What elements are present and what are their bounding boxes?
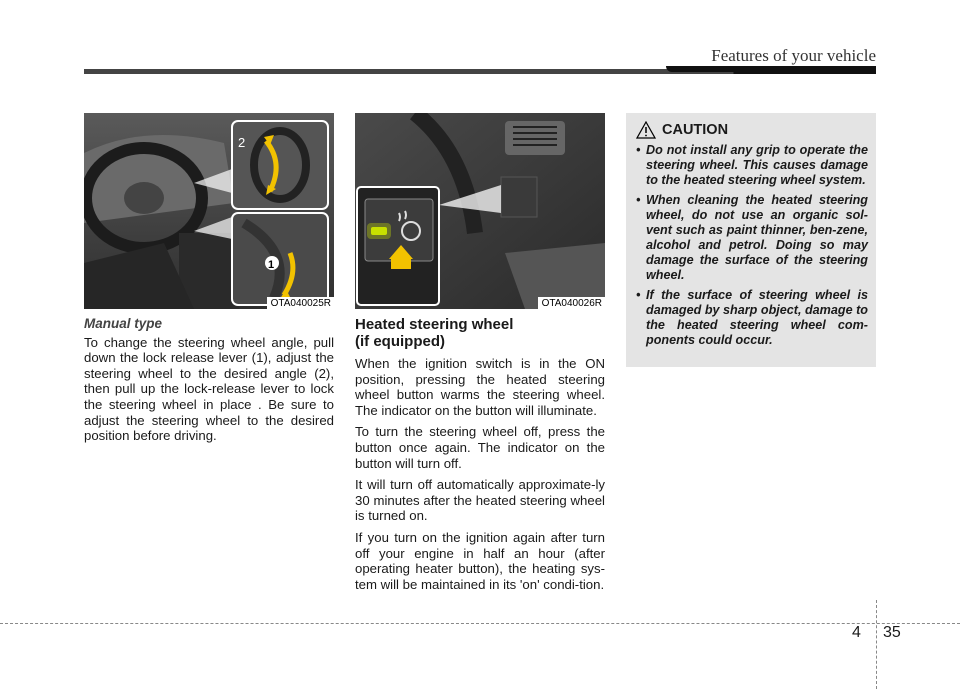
footer-rule (0, 623, 960, 624)
callout-1: 1 (268, 259, 275, 271)
heated-paragraph-1: When the ignition switch is in the ON position, pressing the heated steering wheel button warms the steering wheel. The indicator on the button will illuminate. (355, 356, 605, 418)
caution-title: CAUTION (662, 122, 729, 138)
caution-item: • Do not install any grip to operate the steering wheel. This causes damage to the heated steering wheel system. (636, 143, 868, 187)
heated-wheel-photo (355, 113, 605, 309)
warning-triangle-icon (636, 121, 656, 139)
photo-code: OTA040025R (267, 297, 334, 309)
callout-2: 2 (238, 135, 246, 150)
heated-paragraph-2: To turn the steering wheel off, press the button once again. The indicator on the button will turn off. (355, 424, 605, 471)
heated-paragraph-4: If you turn on the ignition again after turn off your engine in half an hour (after operating heater button), the heating sys-tem will be maintained in its 'on' condi-tion. (355, 529, 605, 592)
heated-wheel-illustration (355, 113, 605, 309)
manual-type-subheading: Manual type (84, 316, 163, 331)
chapter-number: 4 (852, 624, 861, 641)
heading-line-2: (if equipped) (355, 333, 445, 350)
heated-paragraph-3: It will turn off automatically approximate-ly 30 minutes after the heated steering wheel is turned on. (355, 477, 605, 524)
manual-type-paragraph: To change the steering wheel angle, pull down the lock release lever (1), adjust the steering wheel to the desired angle (2), then pull up the lock-release lever to lock the steering wheel in place . Be sure to adjust the steering wheel to the desired position before driving. (84, 334, 334, 444)
caution-text-2: When cleaning the heated steering wheel, do not use an organic sol-vent such as paint thinner, ben-zene, alcohol and petrol. Doing so may damage the surface of the steering wheel. (646, 193, 868, 282)
footer-divider (876, 600, 877, 689)
heading-line-1: Heated steering wheel (355, 316, 514, 333)
caution-text-1: Do not install any grip to operate the steering wheel. This causes damage to the heated steering wheel system. (646, 143, 868, 187)
heated-wheel-heading (355, 316, 605, 350)
steering-tilt-photo (84, 113, 334, 309)
caution-box (626, 113, 876, 367)
steering-tilt-illustration (84, 113, 334, 309)
photo-code: OTA040026R (538, 297, 605, 309)
page-number: 35 (883, 624, 901, 641)
header-rule (84, 69, 876, 74)
caution-item: • If the surface of steering wheel is damaged by sharp object, damage to the heated steering wheel com-ponents could occur. (636, 288, 868, 347)
caution-text-3: If the surface of steering wheel is damaged by sharp object, damage to the heated steering wheel com-ponents could occur. (646, 288, 868, 347)
header-title: Features of your vehicle (711, 46, 876, 65)
caution-item: • When cleaning the heated steering wheel, do not use an organic sol-vent such as paint thinner, ben-zene, alcohol and petrol. Doing so may damage the surface of the steering wheel. (636, 193, 868, 282)
caution-heading (636, 121, 728, 139)
